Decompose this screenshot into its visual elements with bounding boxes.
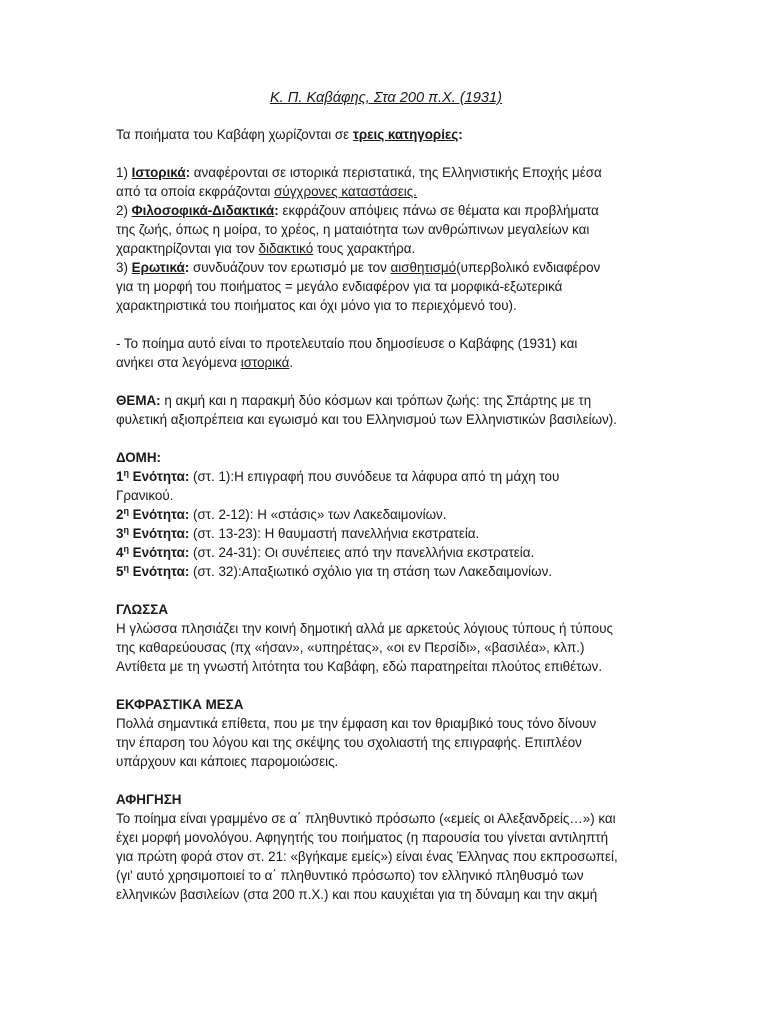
glossa-line: Αντίθετα με τη γνωστή λιτότητα του Καβάφη, εδώ παρατηρείται πλούτος επιθέτων. bbox=[116, 659, 603, 674]
intro-emphasis: τρεις κατηγορίες bbox=[352, 127, 459, 142]
glossa-heading: ΓΛΩΣΣΑ bbox=[116, 602, 168, 617]
category-philosophical-cont: της ζωής, όπως η μοίρα, το χρέος, η ματαιότητα των ανθρώπινων μεγαλείων και bbox=[116, 222, 590, 237]
afigisi-line: για πρώτη φορά στον στ. 21: «βγήκαμε εμείς») είναι ένας Έλληνας που εκπροσωπεί, bbox=[116, 849, 618, 864]
category-erotic: 3) Ερωτικά: συνδυάζουν τον ερωτισμό με τον αισθητισμό(υπερβολικό ενδιαφέρον bbox=[116, 260, 601, 275]
thema-paragraph-cont: φυλετική αξιοπρέπεια και εγωισμό και του Ελληνισμού των Ελληνιστικών βασιλείων). bbox=[116, 412, 617, 427]
thema-label: ΘΕΜΑ: bbox=[116, 393, 161, 408]
ekfrastika-line: Πολλά σημαντικά επίθετα, που με την έμφαση και τον θριαμβικό τους τόνο δίνουν bbox=[116, 716, 597, 731]
domi-unit-2: $2^\eta$ Ενότητα: (στ. 2-12): Η «στάσις» των Λακεδαιμονίων. bbox=[116, 506, 447, 522]
spacer bbox=[116, 581, 656, 600]
spacer bbox=[116, 372, 656, 391]
ekfrastika-line: υπάρχουν και κάποιες παρομοιώσεις. bbox=[116, 754, 339, 769]
note-paragraph-cont: ανήκει στα λεγόμενα ιστορικά. bbox=[116, 355, 294, 370]
ekfrastika-line: την έπαρση του λόγου και της σκέψης του σχολιαστή της επιγραφής. Επιπλέον bbox=[116, 735, 582, 750]
category-historical: 1) Ιστορικά: αναφέρονται σε ιστορικά περιστατικά, της Ελληνιστικής Εποχής μέσα bbox=[116, 165, 602, 180]
domi-heading: ΔΟΜΗ: bbox=[116, 450, 161, 465]
page-title: Κ. Π. Καβάφης, Στα 200 π.Χ. (1931) bbox=[269, 90, 503, 106]
text-body bbox=[116, 125, 656, 904]
spacer bbox=[116, 315, 656, 334]
spacer bbox=[116, 144, 656, 163]
spacer bbox=[116, 771, 656, 790]
domi-unit-5: $5^\eta$ Ενότητα: (στ. 32):Απαξιωτικό σχόλιο για τη στάση των Λακεδαιμονίων. bbox=[116, 563, 553, 579]
category-historical-cont: από τα οποία εκφράζονται σύγχρονες καταστάσεις. bbox=[116, 184, 417, 199]
category-philosophical-cont: χαρακτηρίζονται για τον διδακτικό τους χαρακτήρα. bbox=[116, 241, 416, 256]
glossa-line: Η γλώσσα πλησιάζει την κοινή δημοτική αλλά με αρκετούς λόγιους τύπους ή τύπους bbox=[116, 621, 614, 636]
category-name: Ιστορικά bbox=[131, 165, 186, 180]
afigisi-heading: ΑΦΗΓΗΣΗ bbox=[116, 792, 182, 807]
note-paragraph: - Το ποίημα αυτό είναι το προτελευταίο που δημοσίευσε ο Καβάφης (1931) και bbox=[116, 336, 578, 351]
category-name: Φιλοσοφικά-Διδακτικά bbox=[131, 203, 275, 218]
spacer bbox=[116, 676, 656, 695]
domi-unit-4: $4^\eta$ Ενότητα: (στ. 24-31): Οι συνέπειες από την πανελλήνια εκστρατεία. bbox=[116, 544, 535, 560]
afigisi-line: Το ποίημα είναι γραμμένο σε α΄ πληθυντικό πρόσωπο («εμείς οι Αλεξανδρείς…») και bbox=[116, 811, 616, 826]
spacer bbox=[116, 429, 656, 448]
intro-paragraph: Τα ποιήματα του Καβάφη χωρίζονται σε τρεις κατηγορίες: bbox=[116, 127, 463, 142]
category-name: Ερωτικά bbox=[131, 260, 185, 275]
afigisi-line: ελληνικών βασιλείων (στα 200 π.Χ.) και που καυχιέται για τη δύναμη και την ακμή bbox=[116, 887, 598, 902]
thema-paragraph: ΘΕΜΑ: η ακμή και η παρακμή δύο κόσμων και τρόπων ζωής: της Σπάρτης με τη bbox=[116, 393, 592, 408]
domi-unit-1: $1^\eta$ Ενότητα: (στ. 1):Η επιγραφή που συνόδευε τα λάφυρα από τη μάχη του bbox=[116, 468, 560, 484]
glossa-line: της καθαρεύουσας (πχ «ήσαν», «υπηρέτας», «οι εν Περσίδι», «βασιλέα», κλπ.) bbox=[116, 640, 585, 655]
afigisi-line: έχει μορφή μονολόγου. Αφηγητής του ποιήματος (η παρουσία του γίνεται αντιληπτή bbox=[116, 830, 609, 845]
category-erotic-cont: για τη μορφή του ποιήματος = μεγάλο ενδιαφέρον για τα μορφικά-εξωτερικά bbox=[116, 279, 563, 294]
ekfrastika-heading: ΕΚΦΡΑΣΤΙΚΑ ΜΕΣΑ bbox=[116, 697, 244, 712]
domi-unit-1-cont: Γρανικού. bbox=[116, 488, 174, 503]
category-erotic-cont: χαρακτηριστικά του ποιήματος και όχι μόνο για το περιεχόμενό του). bbox=[116, 298, 517, 313]
domi-unit-3: $3^\eta$ Ενότητα: (στ. 13-23): Η θαυμαστή πανελλήνια εκστρατεία. bbox=[116, 525, 480, 541]
afigisi-line: (γι' αυτό χρησιμοποιεί το α΄ πληθυντικό πρόσωπο) τον ελληνικό πληθυσμό των bbox=[116, 868, 584, 883]
category-philosophical: 2) Φιλοσοφικά-Διδακτικά: εκφράζουν απόψεις πάνω σε θέματα και προβλήματα bbox=[116, 203, 599, 218]
